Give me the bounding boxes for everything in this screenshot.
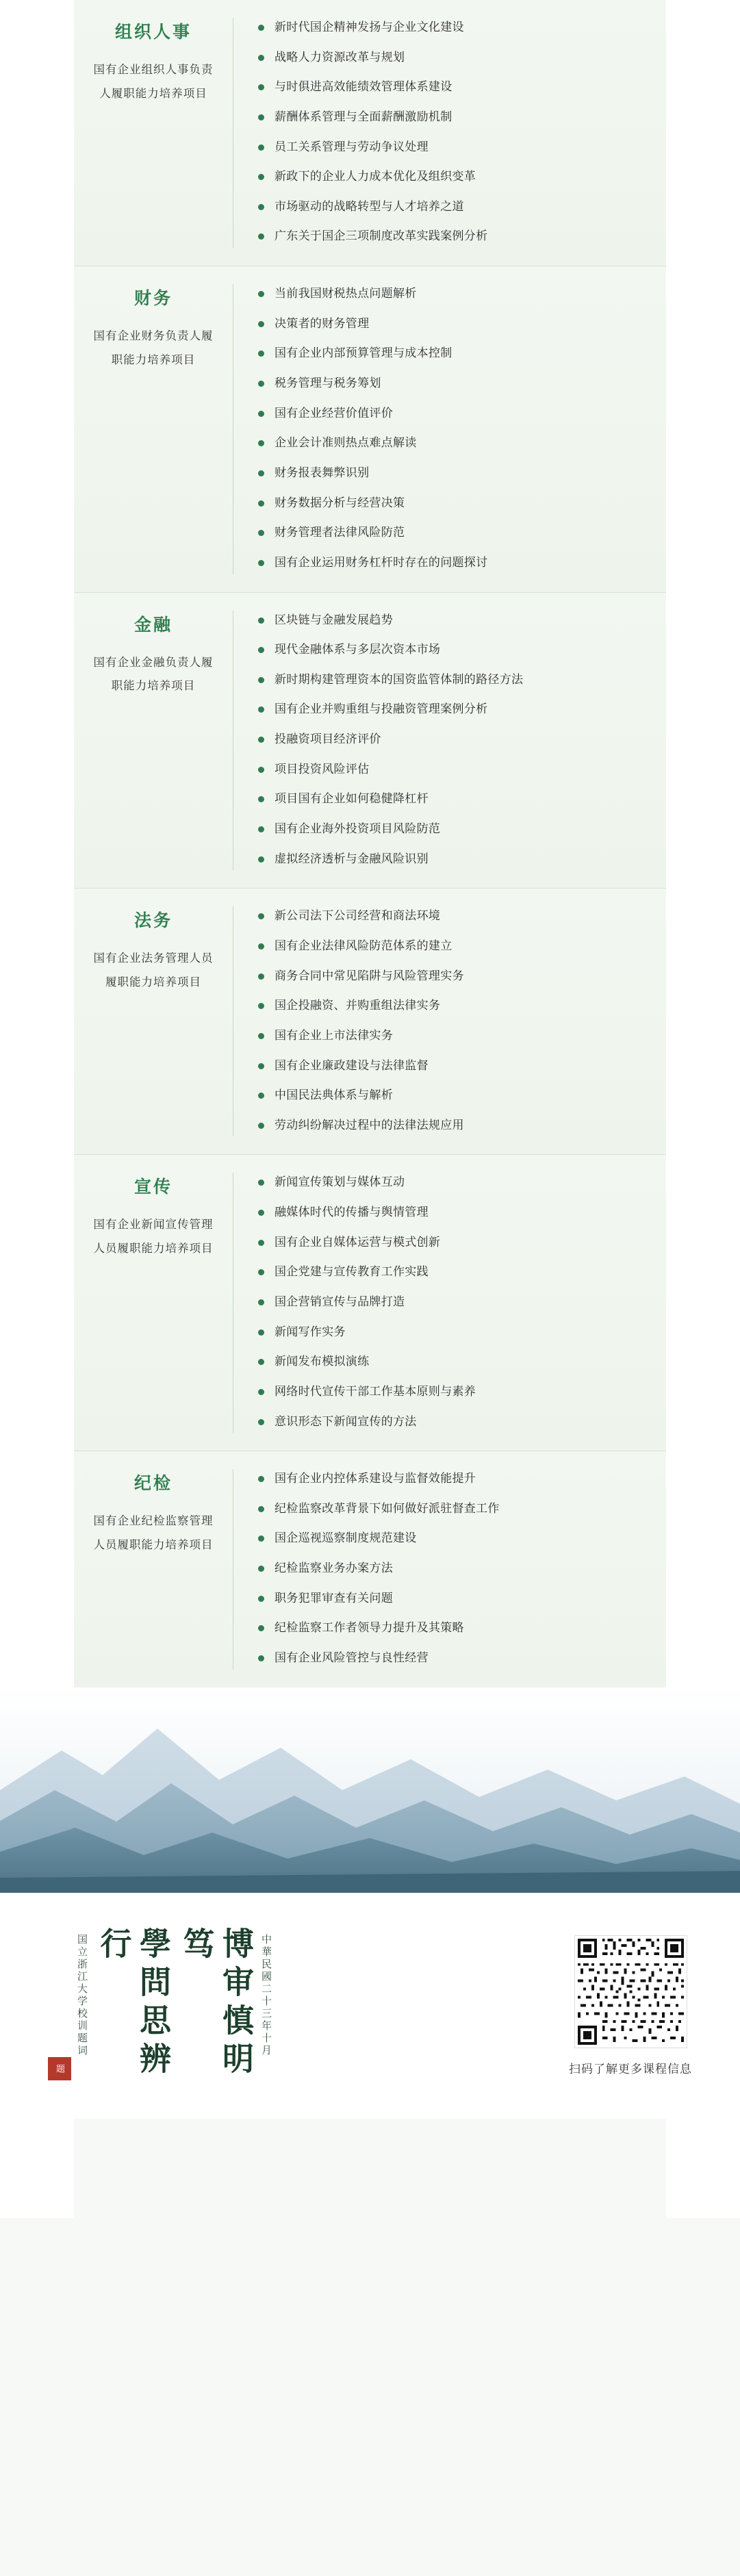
list-item: 虚拟经济透析与金融风险识别 <box>257 851 650 868</box>
list-item: 项目投资风险评估 <box>257 761 650 778</box>
section-right-column <box>233 1173 666 1433</box>
list-item: 新闻写作实务 <box>257 1324 650 1341</box>
section-right-column <box>233 18 666 248</box>
mountain-illustration <box>0 1687 740 1893</box>
list-item: 投融资项目经济评价 <box>257 731 650 748</box>
list-item: 项目国有企业如何稳健降杠杆 <box>257 791 650 808</box>
list-item: 国有企业海外投资项目风险防范 <box>257 821 650 838</box>
list-item: 财务数据分析与经营决策 <box>257 495 650 512</box>
list-item: 纪检监察改革背景下如何做好派驻督查工作 <box>257 1501 650 1518</box>
list-item: 员工关系管理与劳动争议处理 <box>257 139 650 156</box>
qr-caption: 扫码了解更多课程信息 <box>569 2062 692 2076</box>
footer <box>0 1893 740 2119</box>
list-item: 新时代国企精神发扬与企业文化建设 <box>257 19 650 36</box>
section-financial-services <box>74 593 666 889</box>
section-right-column <box>233 284 666 574</box>
section-subtitle: 国有企业组织人事负责人履职能力培养项目 <box>93 64 214 100</box>
section-subtitle: 国有企业财务负责人履职能力培养项目 <box>93 330 214 366</box>
list-item: 国企党建与宣传教育工作实践 <box>257 1264 650 1281</box>
list-item: 国有企业内控体系建设与监督效能提升 <box>257 1470 650 1488</box>
list-item: 财务报表舞弊识别 <box>257 465 650 482</box>
list-item: 新政下的企业人力成本优化及组织变革 <box>257 168 650 186</box>
list-item: 国有企业风险管控与良性经营 <box>257 1650 650 1667</box>
list-item: 与时俱进高效能绩效管理体系建设 <box>257 79 650 96</box>
section-left-column <box>74 611 233 698</box>
section-title: 宣传 <box>133 1177 173 1197</box>
list-item: 战略人力资源改革与规划 <box>257 49 650 66</box>
list-item: 市场驱动的战略转型与人才培养之道 <box>257 199 650 216</box>
section-publicity <box>74 1155 666 1451</box>
course-list <box>257 1470 650 1666</box>
list-item: 国企营销宣传与品牌打造 <box>257 1294 650 1311</box>
list-item: 新闻发布模拟演练 <box>257 1353 650 1370</box>
list-item: 意识形态下新闻宣传的方法 <box>257 1414 650 1431</box>
list-item: 国有企业自媒体运营与模式创新 <box>257 1234 650 1251</box>
list-item: 纪检监察工作者领导力提升及其策略 <box>257 1620 650 1637</box>
list-item: 新公司法下公司经营和商法环境 <box>257 908 650 925</box>
list-item: 中国民法典体系与解析 <box>257 1087 650 1104</box>
list-item: 税务管理与税务筹划 <box>257 375 650 392</box>
course-list <box>257 285 650 571</box>
section-right-column <box>233 1469 666 1669</box>
list-item: 新时期构建管理资本的国资监管体制的路径方法 <box>257 672 650 689</box>
course-list <box>257 1174 650 1430</box>
section-discipline-inspection <box>74 1451 666 1687</box>
list-item: 国有企业内部预算管理与成本控制 <box>257 345 650 362</box>
calligraphy-inscription-left: 国立浙江大学校训题词 <box>76 1933 88 2057</box>
list-item: 商务合同中常见陷阱与风险管理实务 <box>257 968 650 985</box>
list-item: 财务管理者法律风险防范 <box>257 524 650 541</box>
calligraphy-line-1: 博审慎明笃 <box>178 1926 255 2080</box>
section-title: 法务 <box>133 911 173 931</box>
section-finance <box>74 266 666 592</box>
list-item: 职务犯罪审查有关问题 <box>257 1590 650 1607</box>
list-item: 广东关于国企三项制度改革实践案例分析 <box>257 228 650 245</box>
qr-code-image[interactable] <box>574 1935 687 2048</box>
list-item: 当前我国财税热点问题解析 <box>257 285 650 303</box>
list-item: 新闻宣传策划与媒体互动 <box>257 1174 650 1191</box>
list-item: 网络时代宣传干部工作基本原则与素养 <box>257 1383 650 1401</box>
section-right-column <box>233 611 666 871</box>
calligraphy-inscription-right: 中華民國二十三年十月 <box>260 1933 272 2057</box>
section-left-column <box>74 906 233 994</box>
section-organization-hr <box>74 0 666 266</box>
section-title: 纪检 <box>133 1474 173 1494</box>
list-item: 融媒体时代的传播与舆情管理 <box>257 1204 650 1221</box>
list-item: 国有企业廉政建设与法律监督 <box>257 1058 650 1075</box>
qr-block <box>569 1935 692 2076</box>
list-item: 现代金融体系与多层次资本市场 <box>257 641 650 659</box>
section-subtitle: 国有企业法务管理人员履职能力培养项目 <box>93 952 214 989</box>
course-sections <box>74 0 666 1687</box>
list-item: 纪检监察业务办案方法 <box>257 1560 650 1577</box>
course-list <box>257 908 650 1134</box>
section-subtitle: 国有企业纪检监察管理人员履职能力培养项目 <box>93 1515 214 1551</box>
list-item: 国有企业上市法律实务 <box>257 1028 650 1045</box>
section-subtitle: 国有企业金融负责人履职能力培养项目 <box>93 656 214 693</box>
seal-stamp: 题 <box>48 2057 71 2080</box>
list-item: 决策者的财务管理 <box>257 316 650 333</box>
section-left-column <box>74 1469 233 1557</box>
section-title: 组织人事 <box>114 23 192 42</box>
section-left-column <box>74 18 233 105</box>
list-item: 劳动纠纷解决过程中的法律法规应用 <box>257 1117 650 1134</box>
calligraphy-line-2: 學問思辨行 <box>95 1926 172 2080</box>
section-left-column <box>74 1173 233 1260</box>
section-subtitle: 国有企业新闻宣传管理人员履职能力培养项目 <box>93 1219 214 1255</box>
list-item: 区块链与金融发展趋势 <box>257 612 650 629</box>
list-item: 国有企业运用财务杠杆时存在的问题探讨 <box>257 554 650 572</box>
list-item: 国企巡视巡察制度规范建设 <box>257 1530 650 1547</box>
list-item: 国有企业法律风险防范体系的建立 <box>257 938 650 955</box>
list-item: 国有企业经营价值评价 <box>257 405 650 422</box>
section-right-column <box>233 906 666 1136</box>
section-left-column <box>74 284 233 372</box>
course-list <box>257 19 650 245</box>
section-title: 财务 <box>133 289 173 309</box>
section-title: 金融 <box>133 615 173 635</box>
list-item: 薪酬体系管理与全面薪酬激励机制 <box>257 109 650 126</box>
section-legal <box>74 889 666 1155</box>
list-item: 国有企业并购重组与投融资管理案例分析 <box>257 701 650 718</box>
list-item: 企业会计准则热点难点解读 <box>257 435 650 452</box>
calligraphy-block <box>48 1927 274 2084</box>
course-list <box>257 612 650 868</box>
list-item: 国企投融资、并购重组法律实务 <box>257 997 650 1015</box>
